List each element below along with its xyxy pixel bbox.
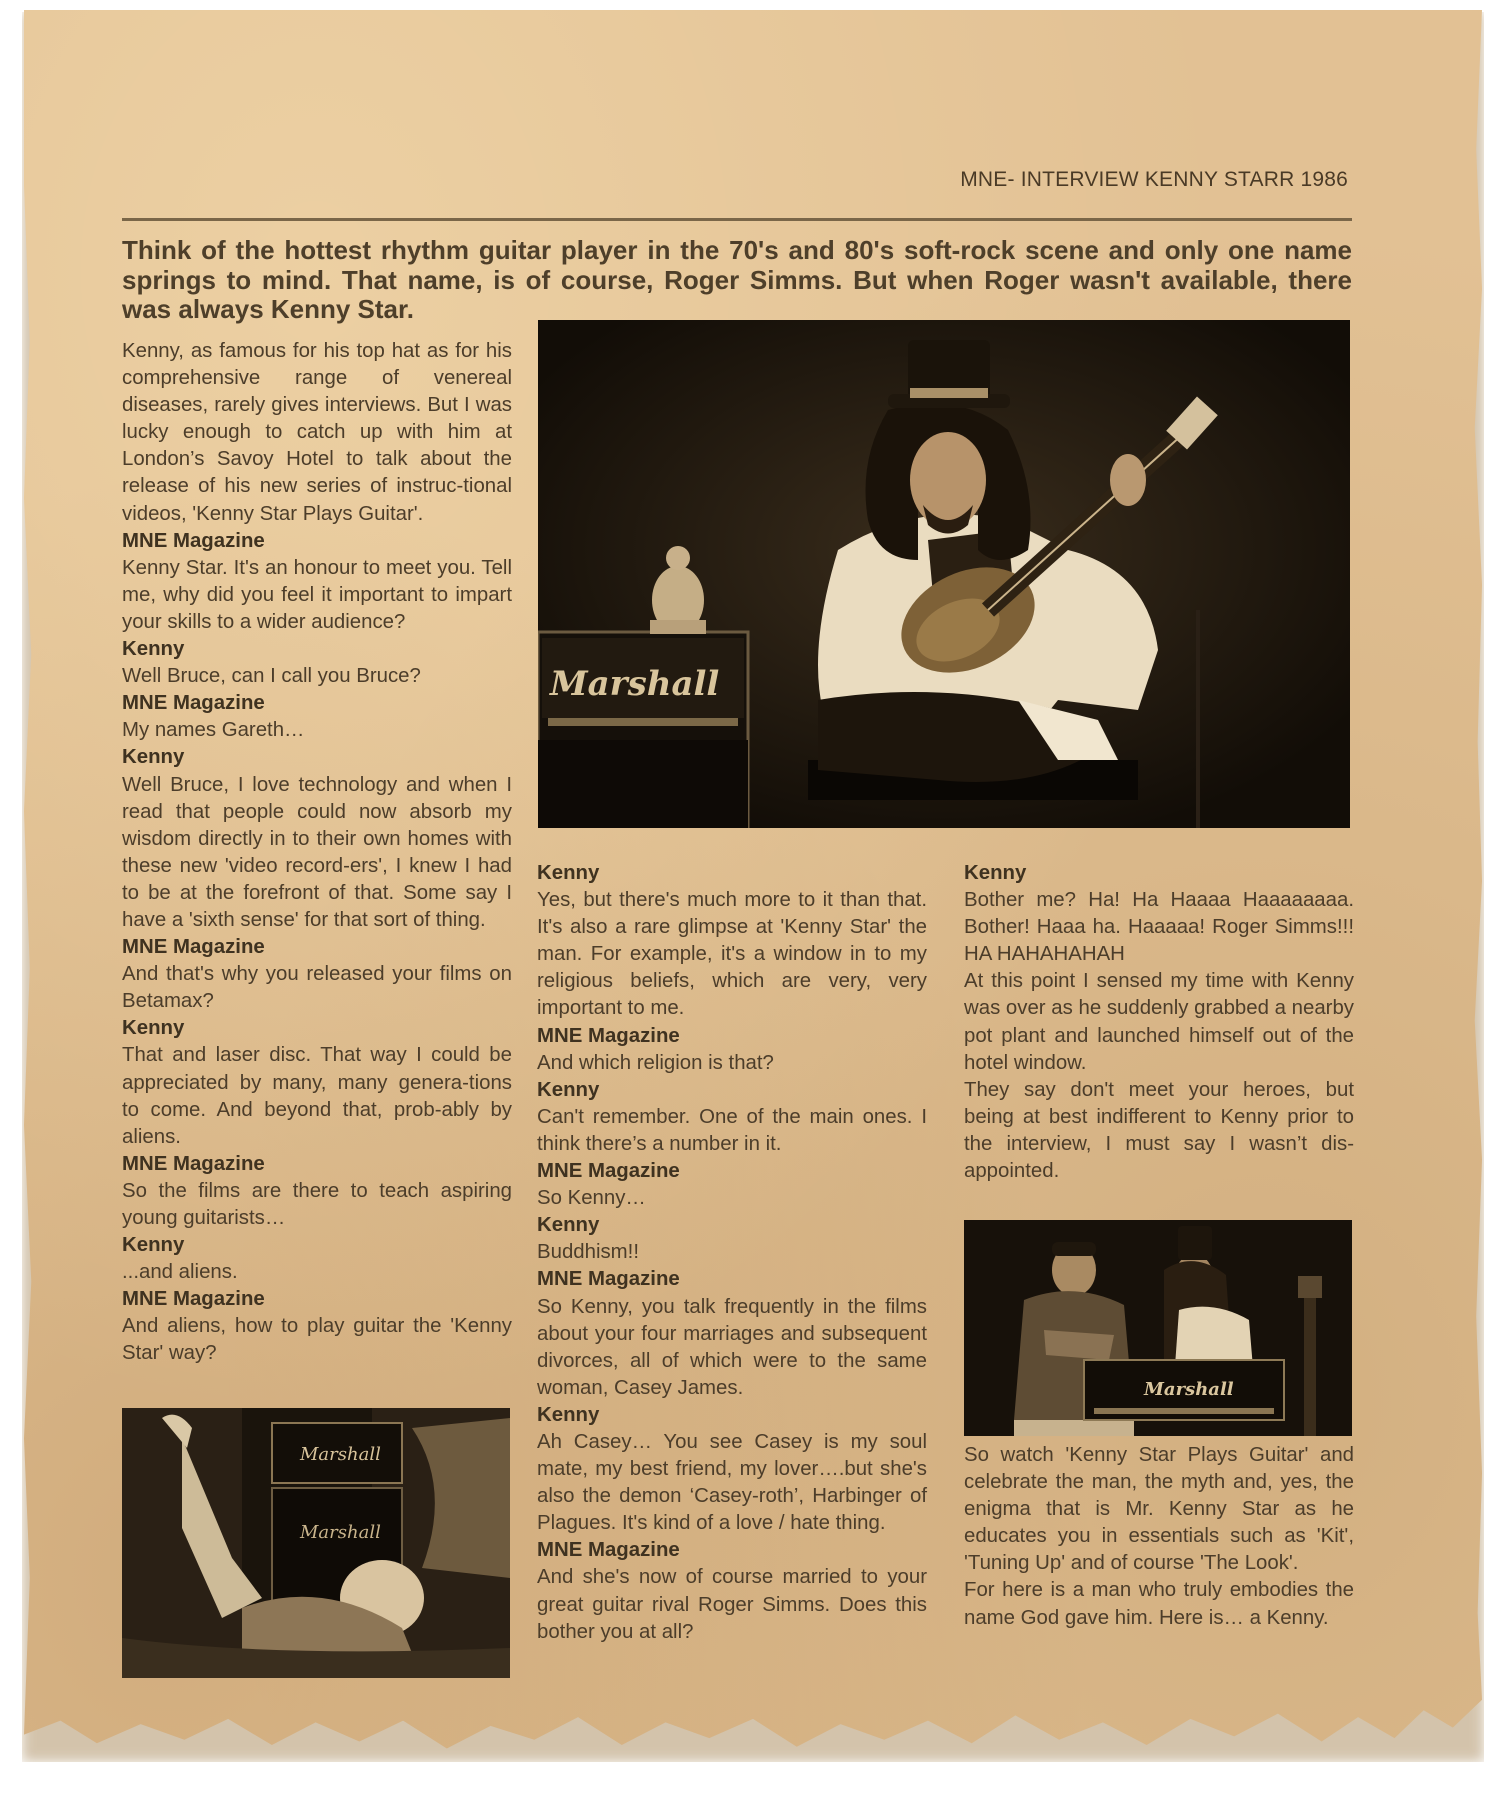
closing-text: So watch 'Kenny Star Plays Guitar' and celebrate the man, the myth and, yes, the enigma that is Mr. Kenny Star as he educates you in essentials such as 'Kit', 'Tuning Up' and of course 'The Look'.	[964, 1444, 1354, 1575]
running-head: MNE- INTERVIEW KENNY STARR 1986	[960, 168, 1348, 191]
speaker-label: Kenny	[964, 862, 1027, 884]
amp-logo: Marshall	[300, 1444, 381, 1465]
dialogue-text: ...and aliens.	[122, 1261, 238, 1284]
speaker-label: Kenny	[122, 638, 185, 661]
amp-logo: Marshall	[550, 664, 720, 704]
amp-logo: Marshall	[300, 1522, 381, 1543]
dialogue-text: So Kenny, you talk frequently in the films about your four marriages and subsequent divorces, all of which were to the same woman, Casey James.	[537, 1295, 927, 1399]
lead-paragraph: Think of the hottest rhythm guitar player in the 70's and 80's soft-rock scene and only one name springs to mind. That name, is of course, Roger Simms. But when Roger wasn't available, there was always Kenny Star.	[122, 235, 1352, 324]
speaker-label: MNE Magazine	[122, 692, 265, 715]
speaker-label: MNE Magazine	[122, 1288, 265, 1311]
photo-kenny-guitar	[538, 320, 1350, 828]
narration-text: They say don't meet your heroes, but being at best indifferent to Kenny prior to the interview, I must say I wasn’t dis-appointed.	[964, 1078, 1354, 1183]
speaker-label: MNE Magazine	[537, 1539, 680, 1562]
dialogue-text: Can't remember. One of the main ones. I think there’s a number in it.	[537, 1105, 927, 1155]
speaker-label: Kenny	[122, 746, 185, 769]
photo-woman-amps	[122, 1408, 510, 1678]
intro-paragraph: Kenny, as famous for his top hat as for his comprehensive range of venereal diseases, rarely gives interviews. But I was lucky enough to catch up with him at London’s Savoy Hotel to talk about the release of his new series of instruc-tional videos, 'Kenny Star Plays Guitar'.	[122, 340, 512, 525]
dialogue-text: So Kenny…	[537, 1187, 646, 1210]
speaker-label: Kenny	[122, 1017, 185, 1040]
dialogue-text: Bother me? Ha! Ha Haaaa Haaaaaaaa. Bother! Haaa ha. Haaaaa! Roger Simms!!! HA HAHAHAHAH	[964, 889, 1354, 966]
header-rule	[122, 218, 1352, 221]
article-column-2	[537, 860, 927, 1646]
dialogue-text: And that's why you released your films on Betamax?	[122, 963, 512, 1013]
speaker-label: MNE Magazine	[537, 1268, 680, 1291]
dialogue-text: My names Gareth…	[122, 719, 305, 742]
dialogue-text: Well Bruce, I love technology and when I read that people could now absorb my wisdom directly in to their own homes with these new 'video record-ers', I knew I had to be at the forefront of that. Some say I have a 'sixth sense' for that sort of thing.	[122, 773, 512, 931]
photo-two-men-amp	[964, 1220, 1352, 1436]
dialogue-text: And she's now of course married to your great guitar rival Roger Simms. Does this bother you at all?	[537, 1566, 927, 1643]
speaker-label: MNE Magazine	[537, 1160, 680, 1183]
amp-logo: Marshall	[1144, 1379, 1234, 1400]
speaker-label: Kenny	[537, 1214, 600, 1237]
dialogue-text: Ah Casey… You see Casey is my soul mate, my best friend, my lover….but she's also the demon ‘Casey-roth’, Harbinger of Plagues. It's kind of a love / hate thing.	[537, 1430, 927, 1535]
speaker-label: MNE Magazine	[122, 1152, 265, 1175]
dialogue-text: That and laser disc. That way I could be appreciated by many, many genera-tions to come. And beyond that, prob-ably by aliens.	[122, 1044, 512, 1148]
speaker-label: Kenny	[537, 862, 600, 884]
dialogue-text: Buddhism!!	[537, 1241, 640, 1264]
article-column-3	[964, 860, 1354, 1185]
speaker-label: MNE Magazine	[122, 529, 265, 552]
dialogue-text: Yes, but there's much more to it than that. It's also a rare glimpse at 'Kenny Star' the man. For example, it's a window in to my religious beliefs, which are very, very important to me.	[537, 889, 927, 1020]
closing-text: For here is a man who truly embodies the name God gave him. Here is… a Kenny.	[964, 1579, 1354, 1629]
dialogue-text: So the films are there to teach aspiring young guitarists…	[122, 1179, 512, 1229]
speaker-label: Kenny	[537, 1078, 600, 1101]
speaker-label: MNE Magazine	[122, 936, 265, 959]
article-column-3-closing	[964, 1442, 1354, 1632]
dialogue-text: Kenny Star. It's an honour to meet you. Tell me, why did you feel it important to impart your skills to a wider audience?	[122, 556, 512, 633]
speaker-label: MNE Magazine	[537, 1024, 680, 1047]
article-column-1	[122, 338, 512, 1368]
dialogue-text: Well Bruce, can I call you Bruce?	[122, 665, 421, 688]
speaker-label: Kenny	[537, 1403, 600, 1426]
speaker-label: Kenny	[122, 1234, 185, 1257]
narration-text: At this point I sensed my time with Kenny was over as he suddenly grabbed a nearby pot plant and launched himself out of the hotel window.	[964, 970, 1354, 1074]
dialogue-text: And aliens, how to play guitar the 'Kenny Star' way?	[122, 1315, 512, 1365]
dialogue-text: And which religion is that?	[537, 1051, 774, 1074]
